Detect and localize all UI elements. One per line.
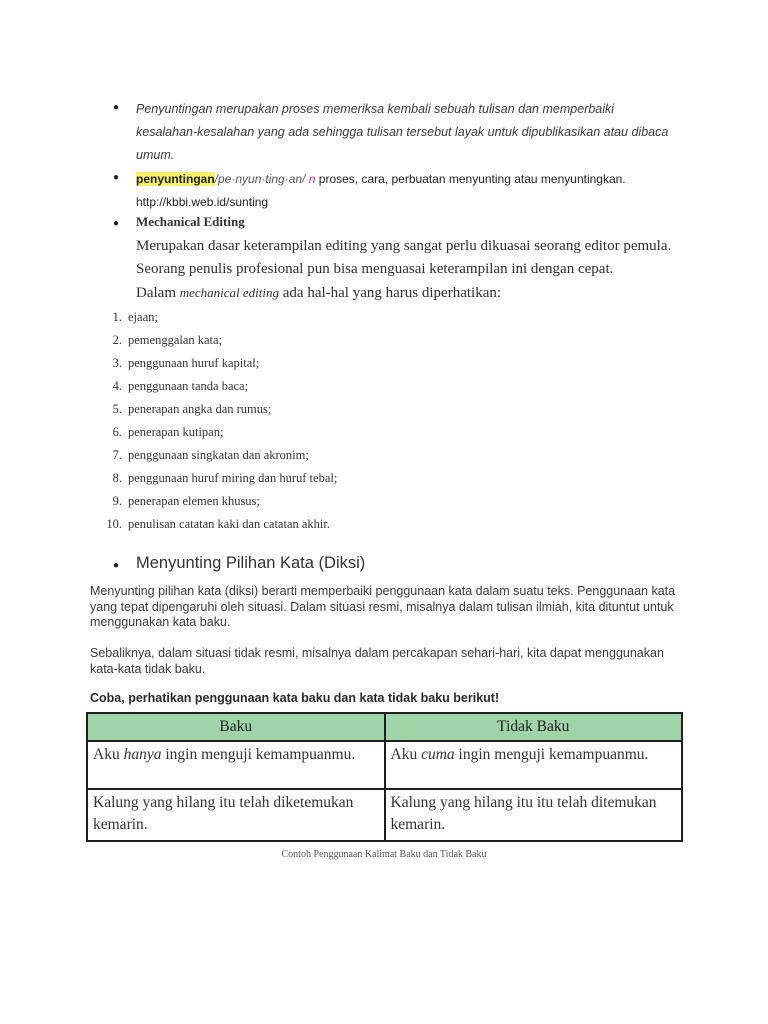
list-number: 9. — [112, 494, 122, 508]
list-text: penulisan catatan kaki dan catatan akhir. — [128, 517, 330, 531]
list-number: 7. — [112, 448, 122, 462]
mechanical-line-3 — [136, 281, 696, 305]
intro-term: Penyuntingan — [136, 102, 213, 116]
bullet-dot: ● — [113, 560, 120, 571]
list-number: 3. — [112, 356, 122, 370]
header-tidak-baku: Tidak Baku — [385, 713, 683, 741]
cell-baku — [87, 741, 385, 789]
baku-comparison-table — [86, 712, 683, 842]
diksi-prompt: Coba, perhatikan penggunaan kata baku dan kata tidak baku berikut! — [90, 691, 500, 705]
table-header-row — [87, 713, 682, 741]
mechanical-editing-title: Mechanical Editing — [136, 214, 245, 229]
table-row — [87, 789, 682, 841]
bullet-dot: ● — [113, 172, 120, 183]
mechanical-line-2: Seorang penulis profesional pun bisa menguasai keterampilan ini dengan cepat. — [136, 261, 614, 277]
kbbi-headword: penyuntingan — [136, 172, 215, 186]
diksi-heading: Menyunting Pilihan Kata (Diksi) — [136, 554, 366, 572]
list-number: 4. — [112, 379, 122, 393]
cell-text: ingin menguji kemampuanmu. — [161, 746, 356, 763]
list-text: penggunaan singkatan dan akronim; — [128, 448, 309, 462]
list-text: penerapan angka dan rumus; — [128, 402, 272, 416]
intro-paragraph — [136, 98, 676, 167]
header-baku: Baku — [87, 713, 385, 741]
mechanical-line-1: Merupakan dasar keterampilan editing yang sangat perlu dikuasai seorang editor pemula. — [136, 238, 672, 254]
kbbi-definition: proses, cara, perbuatan menyunting atau menyuntingkan. — [318, 172, 626, 186]
cell-emphasis: cuma — [421, 746, 455, 763]
list-text: penerapan kutipan; — [128, 425, 224, 439]
list-item — [100, 444, 660, 467]
mechanical-line-3-post: ada hal-hal yang harus diperhatikan: — [279, 285, 502, 301]
mechanical-checklist — [100, 306, 660, 536]
mechanical-line-3-em: mechanical editing — [179, 285, 280, 300]
table-row — [87, 741, 682, 789]
list-number: 2. — [112, 333, 122, 347]
cell-text: Aku — [93, 746, 124, 763]
kbbi-entry — [136, 168, 626, 214]
cell-emphasis: hanya — [123, 746, 162, 763]
list-number: 10. — [106, 517, 122, 531]
list-text: penggunaan huruf kapital; — [128, 356, 260, 370]
kbbi-url[interactable]: http://kbbi.web.id/sunting — [136, 195, 269, 209]
kbbi-pronunciation: /pe·nyun·ting·an/ — [214, 172, 306, 186]
list-number: 6. — [112, 425, 122, 439]
list-item — [100, 306, 660, 329]
mechanical-editing-body — [136, 235, 696, 305]
bullet-dot: ● — [113, 218, 120, 229]
list-item — [100, 398, 660, 421]
list-number: 1. — [112, 310, 122, 324]
list-number: 5. — [112, 402, 122, 416]
list-text: ejaan; — [128, 310, 158, 324]
list-text: penggunaan huruf miring dan huruf tebal; — [128, 471, 338, 485]
bullet-dot: ● — [113, 102, 120, 113]
cell-text: ingin menguji kemampuanmu. — [454, 746, 649, 763]
diksi-paragraph-1: Menyunting pilihan kata (diksi) berarti memperbaiki penggunaan kata dalam suatu teks. Penggunaan kata yang tepat dipengaruhi oleh situasi. Dalam situasi resmi, misalnya dalam tulisan ilmiah, kita dituntut untuk menggunakan kata baku. — [90, 584, 676, 629]
kbbi-definition-line — [136, 168, 626, 191]
kbbi-part-of-speech: n — [308, 172, 316, 186]
cell-baku: Kalung yang hilang itu telah diketemukan kemarin. — [87, 789, 385, 841]
cell-text: Aku — [390, 746, 422, 763]
cell-tidak-baku — [385, 741, 683, 789]
list-item — [100, 467, 660, 490]
list-text: penerapan elemen khusus; — [128, 494, 260, 508]
table-caption: Contoh Penggunaan Kalimat Baku dan Tidak Baku — [281, 849, 487, 860]
list-text: penggunaan tanda baca; — [128, 379, 249, 393]
list-item — [100, 375, 660, 398]
list-item — [100, 329, 660, 352]
list-item — [100, 421, 660, 444]
list-item — [100, 513, 660, 536]
list-text: pemenggalan kata; — [128, 333, 223, 347]
list-item — [100, 352, 660, 375]
mechanical-line-3-pre: Dalam — [136, 285, 180, 301]
list-item — [100, 490, 660, 513]
diksi-paragraph-2: Sebaliknya, dalam situasi tidak resmi, misalnya dalam percakapan sehari-hari, kita dapat menggunakan kata-kata tidak baku. — [90, 646, 664, 676]
intro-text: merupakan proses memeriksa kembali sebuah tulisan dan memperbaiki kesalahan-kesalahan yang ada sehingga tulisan tersebut layak untuk dipublikasikan atau dibaca umum. — [136, 102, 669, 162]
cell-tidak-baku: Kalung yang hilang itu itu telah ditemukan kemarin. — [385, 789, 683, 841]
list-number: 8. — [112, 471, 122, 485]
